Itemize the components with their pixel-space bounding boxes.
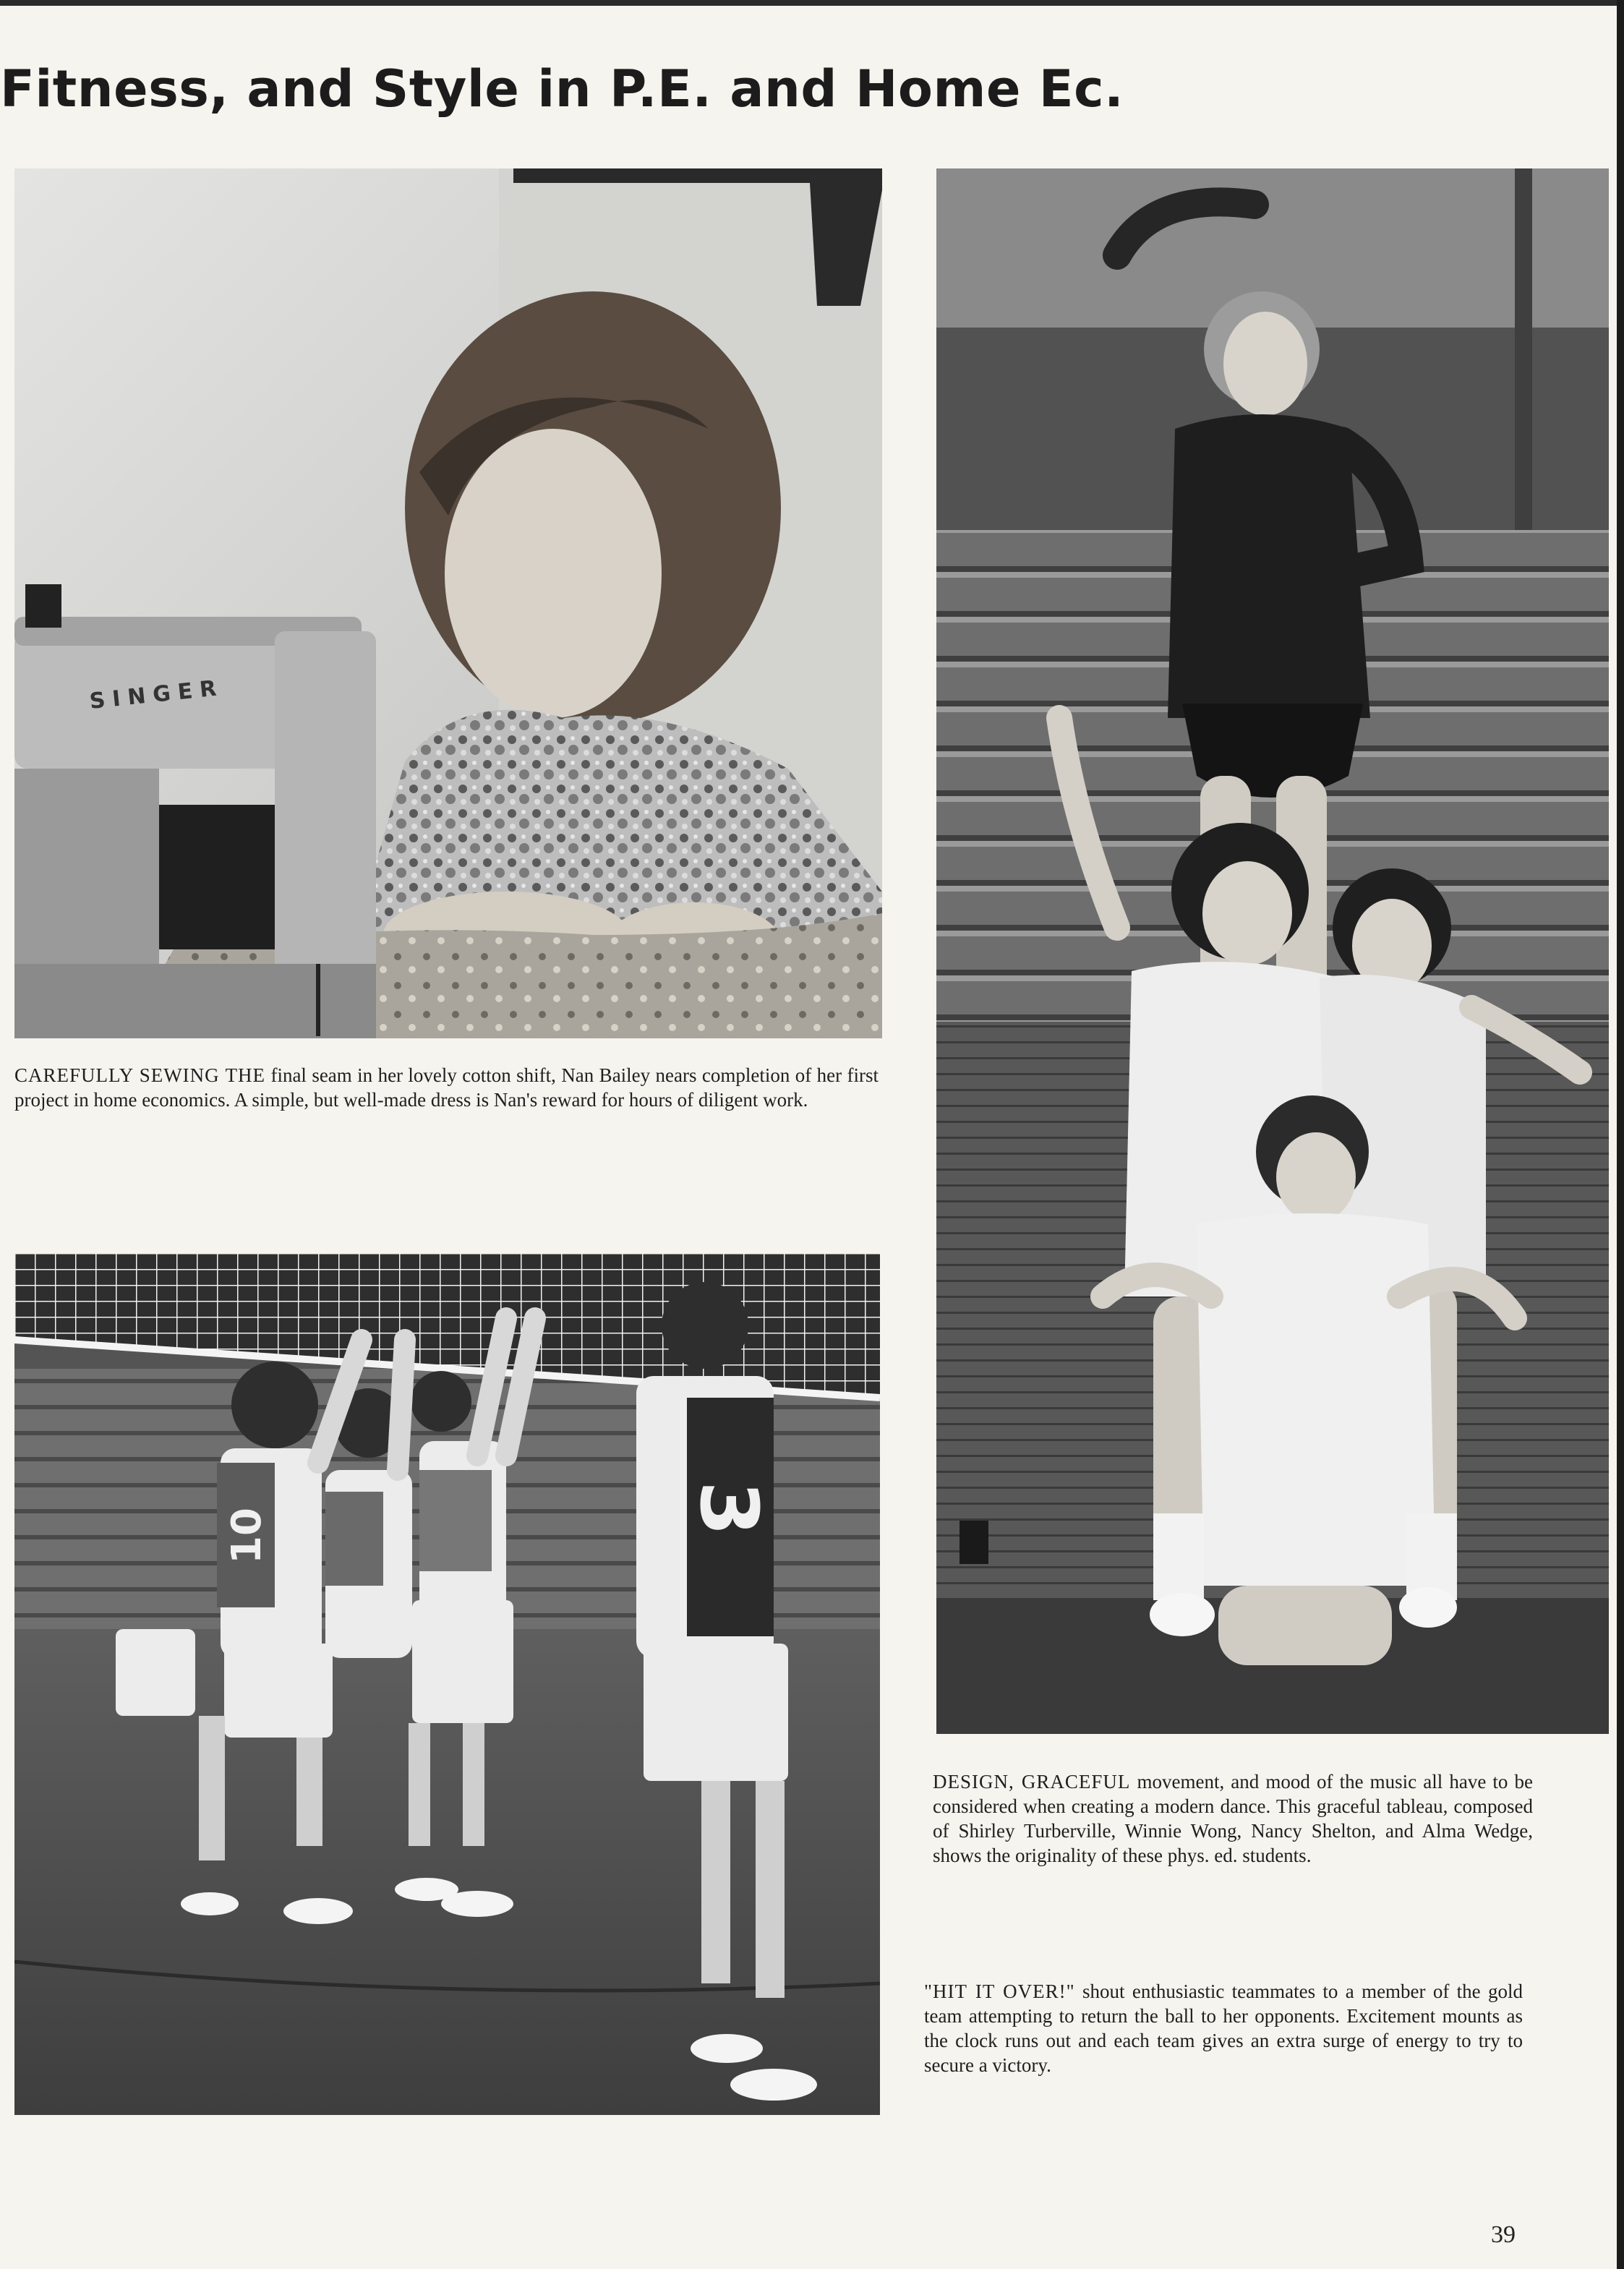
pinnie-number-left: 10 bbox=[223, 1508, 270, 1564]
dance-photo-illustration bbox=[936, 168, 1609, 1734]
sewing-caption-text: final seam in her lovely cotton shift, Nan Bailey nears completion of her first project in home economics. A simple, but well-made dress is Nan's reward for hours of diligent work. bbox=[14, 1064, 879, 1111]
volleyball-caption bbox=[924, 1979, 1523, 2077]
sewing-caption-lead: CAREFULLY SEWING THE bbox=[14, 1064, 266, 1086]
page-headline: Fitness, and Style in P.E. and Home Ec. bbox=[0, 59, 1124, 119]
pinnie-number-right: 3 bbox=[683, 1481, 775, 1537]
dance-photo bbox=[936, 168, 1609, 1734]
singer-label: SINGER bbox=[88, 675, 225, 714]
dance-caption-lead: DESIGN, GRACEFUL bbox=[933, 1771, 1131, 1792]
volleyball-caption-lead: "HIT IT OVER!" bbox=[924, 1980, 1075, 2002]
sewing-photo-illustration bbox=[14, 168, 882, 1038]
volleyball-photo-illustration bbox=[14, 1253, 880, 2115]
volleyball-caption-text: shout enthusiastic teammates to a member of the gold team attempting to return the ball to her opponents. Excitement mounts as the clock runs out and each team gives an extra surge of energy to try to secure a victory. bbox=[924, 1980, 1523, 2076]
volleyball-photo bbox=[14, 1253, 880, 2115]
sewing-photo bbox=[14, 168, 882, 1038]
sewing-caption bbox=[14, 1063, 879, 1112]
page-top-edge bbox=[0, 0, 1624, 6]
dance-caption-text: movement, and mood of the music all have to be considered when creating a modern dance. This graceful tableau, composed of Shirley Turberville, Winnie Wong, Nancy Shelton, and Alma Wedge, shows the originality of these phys. ed. students. bbox=[933, 1771, 1534, 1866]
dance-caption bbox=[933, 1769, 1533, 1868]
page-right-edge bbox=[1617, 0, 1624, 2269]
page-number: 39 bbox=[1491, 2221, 1516, 2248]
